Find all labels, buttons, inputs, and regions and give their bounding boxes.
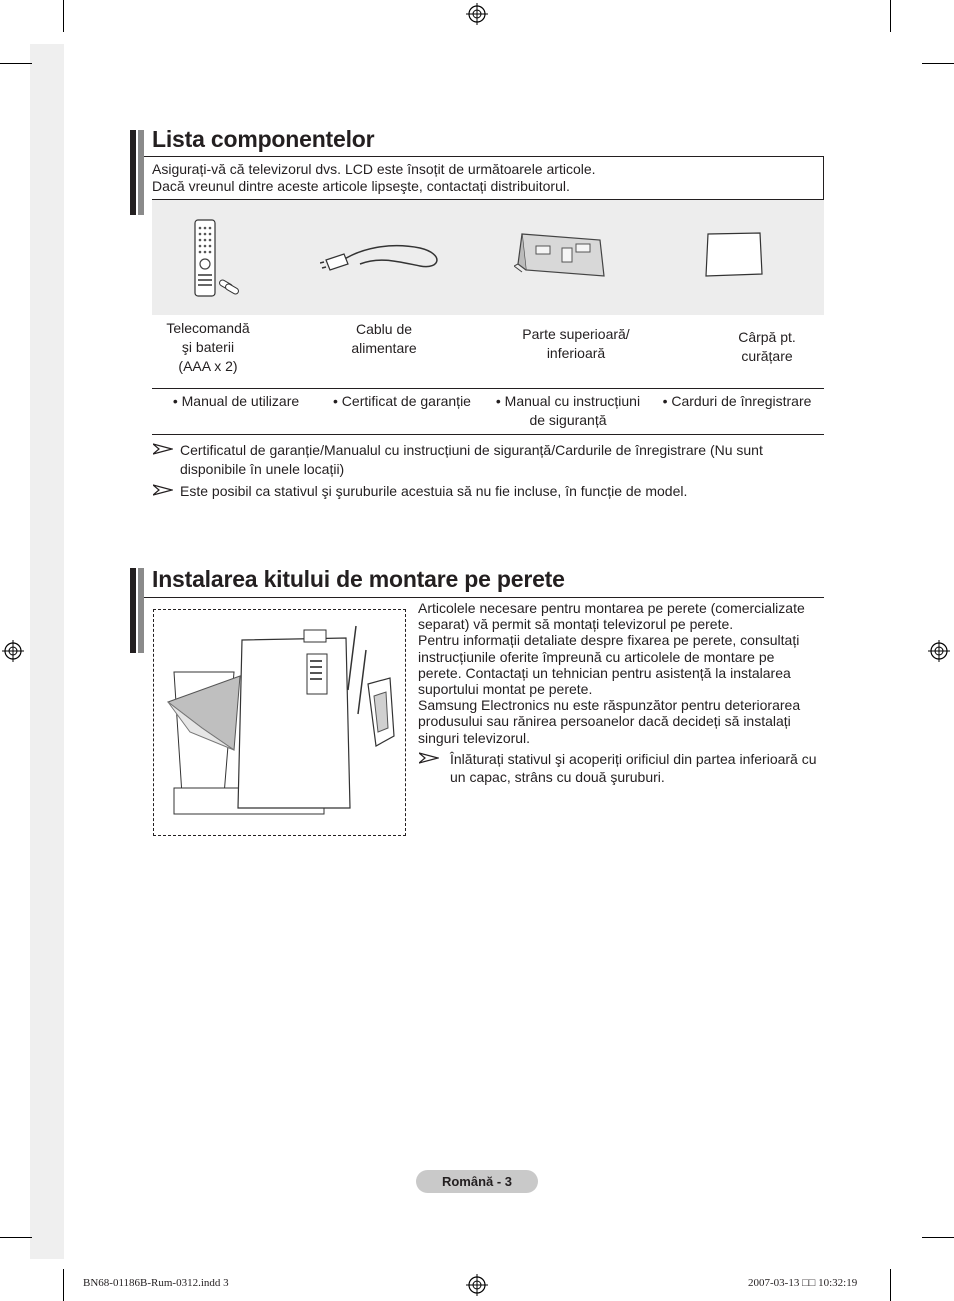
power-cord-icon bbox=[320, 238, 446, 282]
crop-mark bbox=[890, 1269, 891, 1301]
doc-user-manual: • Manual de utilizare bbox=[172, 393, 300, 409]
footer-timestamp: 2007-03-13 □□ 10:32:19 bbox=[748, 1277, 858, 1289]
crop-mark bbox=[63, 1269, 64, 1301]
note-arrow-icon bbox=[419, 752, 439, 764]
cleaning-cloth-icon bbox=[704, 230, 764, 278]
title-underline bbox=[144, 156, 824, 157]
caption-power-cord: Cablu de alimentare bbox=[351, 321, 417, 356]
footer-filename: BN68-01186B-Rum-0312.indd 3 bbox=[83, 1277, 229, 1289]
registration-mark-icon bbox=[466, 1274, 488, 1296]
section-title-components: Lista componentelor bbox=[152, 126, 375, 152]
crop-mark bbox=[0, 63, 32, 64]
crop-mark bbox=[922, 63, 954, 64]
components-image-panel bbox=[152, 200, 824, 315]
registration-mark-icon bbox=[2, 640, 24, 662]
note-arrow-icon bbox=[153, 484, 173, 496]
note-text: Certificatul de garanție/Manualul cu instrucțiuni de siguranță/Cardurile de înregistrare (Nu sunt bbox=[180, 442, 763, 458]
wall-mount-paragraph: Articolele necesare pentru montarea pe perete (comercializate separat) vă permit să montați televizorul pe perete. Pentru informații detaliate despre fixarea pe perete, consultați instrucțiunile oferite împreună cu articolele de montare pe perete. Contactați un tehnician pentru asistență la instalarea suportului montat pe perete. Samsung Electronics nu este răspunzător pentru deteriorarea produsului sau rănirea persoanelor dacă decideți să instalați singuri televizorul. bbox=[418, 600, 805, 746]
caption-remote: Telecomandă şi baterii (AAA x 2) bbox=[166, 320, 250, 374]
section-bar bbox=[130, 568, 136, 653]
section-bar bbox=[138, 568, 144, 653]
section-title-wall-mount: Instalarea kitului de montare pe perete bbox=[152, 566, 565, 592]
remote-control-icon bbox=[192, 218, 244, 300]
page-margin-strip bbox=[30, 44, 64, 1259]
crop-mark bbox=[0, 1237, 32, 1238]
box-edge bbox=[823, 156, 824, 199]
page-number-badge: Română - 3 bbox=[416, 1170, 538, 1193]
section-bar bbox=[138, 130, 144, 215]
crop-mark bbox=[890, 0, 891, 32]
stand-cover-icon bbox=[514, 230, 610, 284]
note-text: disponibile în unele locații) bbox=[180, 461, 345, 477]
doc-warranty: • Certificat de garanție bbox=[333, 393, 471, 409]
doc-safety-manual: • Manual cu instrucțiuni de siguranță bbox=[495, 393, 641, 428]
doc-registration-cards: • Carduri de înregistrare bbox=[662, 393, 812, 409]
table-divider bbox=[152, 434, 824, 435]
intro-text: Asigurați-vă că televizorul dvs. LCD este însoțit de următoarele articole. bbox=[152, 161, 596, 177]
note-text: un capac, strâns cu două şuruburi. bbox=[450, 769, 665, 785]
caption-cloth: Cârpă pt. curățare bbox=[738, 329, 796, 364]
crop-mark bbox=[922, 1237, 954, 1238]
registration-mark-icon bbox=[466, 3, 488, 25]
intro-text: Dacă vreunul dintre aceste articole lipseşte, contactați distribuitorul. bbox=[152, 178, 570, 194]
title-underline bbox=[144, 597, 824, 598]
table-divider bbox=[152, 388, 824, 389]
wall-mount-illustration bbox=[153, 609, 406, 836]
crop-mark bbox=[63, 0, 64, 32]
note-arrow-icon bbox=[153, 443, 173, 455]
caption-stand-cover: Parte superioară/ inferioară bbox=[522, 326, 630, 361]
registration-mark-icon bbox=[928, 640, 950, 662]
note-text: Înlăturați stativul şi acoperiți orificiul din partea inferioară cu bbox=[450, 751, 817, 767]
section-bar bbox=[130, 130, 136, 215]
note-text: Este posibil ca stativul şi şuruburile acestuia să nu fie incluse, în funcție de model. bbox=[180, 483, 688, 499]
tv-back-panel-illustration bbox=[154, 610, 405, 835]
